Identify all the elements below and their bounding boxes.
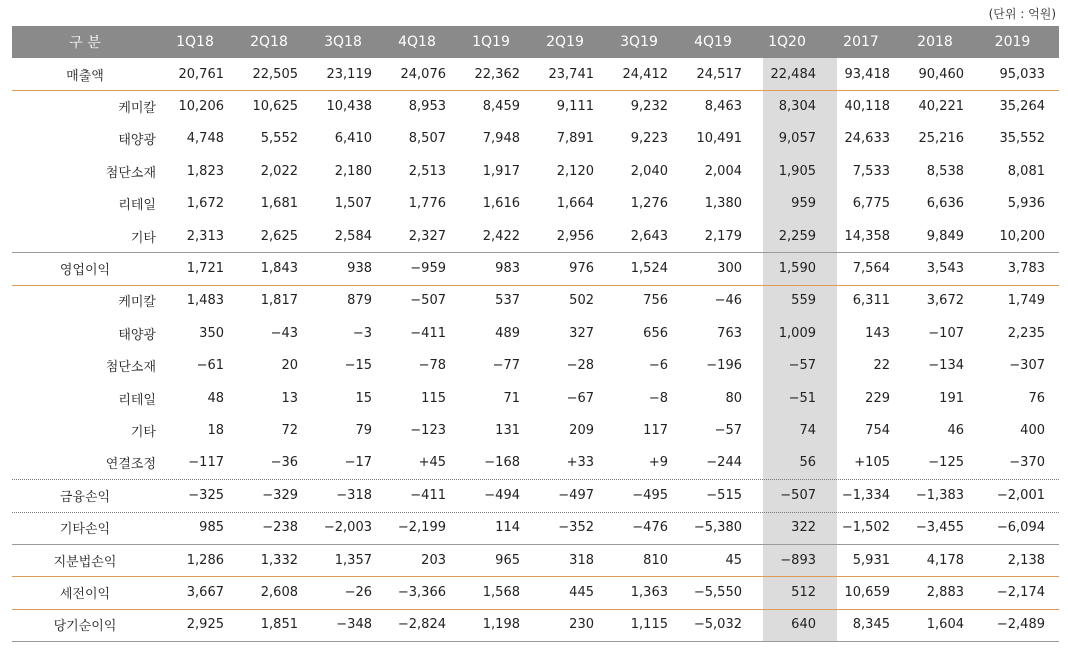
table-cell: 23,741 [548,66,594,82]
table-cell: 71 [503,390,520,406]
table-cell: 7,564 [852,261,890,277]
table-cell: 6,410 [334,131,372,147]
table-cell: 1,843 [260,261,298,277]
table-row [12,447,1059,479]
table-cell: 1,917 [482,163,520,179]
table-cell: 24,633 [844,131,890,147]
header-cell: 2Q19 [546,34,584,50]
table-cell: 24,076 [400,66,446,82]
table-cell: 2,625 [260,228,298,244]
table-cell: 10,200 [999,228,1045,244]
table-cell: 45 [725,552,742,568]
table-row [12,188,1059,220]
table-cell: −411 [410,487,446,503]
table-cell: 24,517 [696,66,742,82]
table-cell: 537 [495,293,520,309]
table-row [12,285,1059,317]
table-cell: −1,502 [841,520,890,536]
table-cell: 3,543 [926,261,964,277]
table-cell: 14,358 [844,228,890,244]
table-cell: 1,009 [778,325,816,341]
table-cell: −3,366 [397,585,446,601]
table-cell: 9,111 [556,99,594,115]
table-cell: 5,931 [852,552,890,568]
table-cell: 2,180 [334,163,372,179]
table-cell: 976 [569,261,594,277]
table-cell: 117 [643,423,668,439]
table-cell: −168 [484,455,520,471]
row-divider [12,641,1059,642]
table-cell: 79 [355,423,372,439]
table-cell: −57 [714,423,742,439]
row-label: 첨단소재 [105,165,156,181]
row-label: 케미칼 [118,295,156,311]
table-cell: 1,332 [260,552,298,568]
table-cell: −495 [632,487,668,503]
table-cell: 23,119 [326,66,372,82]
table-cell: −1,383 [915,487,964,503]
row-label: 세전이익 [59,587,111,603]
table-cell: 2,138 [1007,552,1045,568]
table-cell: 300 [717,261,742,277]
table-cell: −67 [566,390,594,406]
table-cell: 4,178 [926,552,964,568]
table-cell: 8,081 [1007,163,1045,179]
table-cell: 959 [791,196,816,212]
table-cell: 938 [347,261,372,277]
table-cell: 1,721 [186,261,224,277]
table-cell: 35,264 [999,99,1045,115]
table-cell: 40,118 [844,99,890,115]
table-cell: −2,824 [397,617,446,633]
table-cell: 115 [421,390,446,406]
row-label: 태양광 [118,327,156,343]
table-cell: 8,463 [704,99,742,115]
table-row [12,382,1059,414]
unit-label: (단위 : 억원) [988,7,1056,21]
table-cell: 8,345 [852,617,890,633]
table-cell: −325 [188,487,224,503]
table-cell: 229 [865,390,890,406]
table-cell: 318 [569,552,594,568]
table-cell: 191 [939,390,964,406]
table-cell: 1,681 [260,196,298,212]
row-label: 기타손익 [59,522,111,538]
table-row [12,252,1059,284]
table-row [12,220,1059,252]
table-cell: −36 [270,455,298,471]
table-cell: 656 [643,325,668,341]
table-cell: −497 [558,487,594,503]
table-cell: 90,460 [918,66,964,82]
table-cell: 350 [199,325,224,341]
table-cell: 40,221 [918,99,964,115]
row-label: 매출액 [66,68,104,84]
table-cell: 445 [569,585,594,601]
table-cell: 1,776 [408,196,446,212]
table-row [12,544,1059,576]
table-cell: −893 [780,552,816,568]
table-cell: 22,505 [252,66,298,82]
table-cell: 74 [799,423,816,439]
table-cell: 93,418 [844,66,890,82]
row-label: 연결조정 [105,457,156,473]
table-cell: 756 [643,293,668,309]
table-cell: 3,783 [1007,261,1045,277]
table-cell: 1,851 [260,617,298,633]
table-cell: +45 [418,455,446,471]
table-cell: 22,362 [474,66,520,82]
table-cell: 1,286 [186,552,224,568]
table-cell: −2,199 [397,520,446,536]
table-cell: 2,327 [408,228,446,244]
table-row [12,58,1059,90]
table-cell: −28 [566,358,594,374]
table-cell: 1,198 [482,617,520,633]
table-cell: −2,003 [323,520,372,536]
table-cell: 3,667 [186,585,224,601]
table-cell: 20,761 [178,66,224,82]
table-cell: 1,276 [630,196,668,212]
table-cell: 327 [569,325,594,341]
table-cell: −352 [558,520,594,536]
table-cell: 35,552 [999,131,1045,147]
table-cell: 9,057 [778,131,816,147]
table-cell: −244 [706,455,742,471]
table-cell: 13 [281,390,298,406]
table-cell: 512 [791,585,816,601]
header-cell: 4Q19 [694,34,732,50]
table-cell: −507 [780,487,816,503]
row-label: 케미칼 [118,101,156,117]
table-cell: 502 [569,293,594,309]
table-cell: 10,206 [178,99,224,115]
table-cell: 22 [873,358,890,374]
table-cell: 2,956 [556,228,594,244]
table-cell: 1,357 [334,552,372,568]
table-cell: 489 [495,325,520,341]
table-cell: −3 [352,325,372,341]
table-cell: 2,259 [778,228,816,244]
table-cell: 1,823 [186,163,224,179]
table-cell: 6,311 [852,293,890,309]
table-cell: 76 [1028,390,1045,406]
table-cell: 1,363 [630,585,668,601]
table-row [12,123,1059,155]
table-cell: 56 [799,455,816,471]
table-cell: 9,232 [630,99,668,115]
table-cell: 2,022 [260,163,298,179]
table-cell: 7,948 [482,131,520,147]
table-cell: −476 [632,520,668,536]
table-cell: 2,313 [186,228,224,244]
table-cell: 985 [199,520,224,536]
table-cell: −78 [418,358,446,374]
table-cell: 1,664 [556,196,594,212]
row-label: 당기순이익 [53,619,117,635]
table-cell: 131 [495,423,520,439]
table-cell: −238 [262,520,298,536]
table-cell: −123 [410,423,446,439]
table-cell: 983 [495,261,520,277]
table-cell: −77 [492,358,520,374]
table-cell: 1,604 [926,617,964,633]
table-cell: −51 [788,390,816,406]
table-cell: −107 [928,325,964,341]
row-label: 리테일 [118,198,156,214]
row-label: 태양광 [118,133,156,149]
table-cell: −2,489 [996,617,1045,633]
table-cell: 9,223 [630,131,668,147]
table-cell: −515 [706,487,742,503]
table-cell: 2,883 [926,585,964,601]
table-header [12,26,1059,58]
table-cell: −17 [344,455,372,471]
table-cell: 95,033 [999,66,1045,82]
table-cell: 7,533 [852,163,890,179]
row-label: 기타 [130,425,156,441]
table-cell: 1,749 [1007,293,1045,309]
table-cell: 6,775 [852,196,890,212]
table-cell: −370 [1009,455,1045,471]
table-row [12,414,1059,446]
table-cell: −3,455 [915,520,964,536]
table-cell: 763 [717,325,742,341]
header-label: 구 분 [69,35,101,51]
table-cell: 8,953 [408,99,446,115]
table-cell: 10,659 [844,585,890,601]
header-cell: 1Q19 [472,34,510,50]
table-cell: −26 [344,585,372,601]
table-cell: 4,748 [186,131,224,147]
table-cell: −46 [714,293,742,309]
table-cell: 2,608 [260,585,298,601]
table-row [12,512,1059,544]
table-cell: −494 [484,487,520,503]
table-row [12,479,1059,511]
table-cell: 2,643 [630,228,668,244]
table-row [12,90,1059,122]
table-cell: −318 [336,487,372,503]
table-cell: 203 [421,552,446,568]
table-cell: −5,550 [693,585,742,601]
header-cell: 1Q20 [768,34,806,50]
table-cell: −15 [344,358,372,374]
table-cell: 1,817 [260,293,298,309]
table-cell: 48 [207,390,224,406]
table-cell: 2,120 [556,163,594,179]
table-cell: 2,235 [1007,325,1045,341]
table-cell: 209 [569,423,594,439]
table-cell: 1,483 [186,293,224,309]
row-label: 금융손익 [59,489,111,505]
header-cell: 3Q19 [620,34,658,50]
table-cell: 8,304 [778,99,816,115]
table-cell: 1,380 [704,196,742,212]
table-row [12,317,1059,349]
table-cell: 1,524 [630,261,668,277]
table-cell: −329 [262,487,298,503]
table-cell: 15 [355,390,372,406]
table-cell: 8,538 [926,163,964,179]
table-row [12,155,1059,187]
table-cell: 7,891 [556,131,594,147]
table-cell: 2,513 [408,163,446,179]
table-cell: 1,507 [334,196,372,212]
table-cell: −125 [928,455,964,471]
table-cell: 1,672 [186,196,224,212]
table-cell: 72 [281,423,298,439]
table-cell: 2,004 [704,163,742,179]
table-cell: 10,491 [696,131,742,147]
table-cell: 24,412 [622,66,668,82]
header-cell: 3Q18 [324,34,362,50]
table-cell: 322 [791,520,816,536]
table-cell: 1,905 [778,163,816,179]
table-cell: −2,174 [996,585,1045,601]
table-cell: +9 [648,455,668,471]
table-cell: 640 [791,617,816,633]
table-cell: −348 [336,617,372,633]
table-cell: −6,094 [996,520,1045,536]
row-label: 기타 [130,230,156,246]
table-cell: −959 [410,261,446,277]
row-label: 영업이익 [59,263,111,279]
table-cell: 46 [947,423,964,439]
table-cell: −5,380 [693,520,742,536]
table-cell: 1,115 [630,617,668,633]
table-cell: −57 [788,358,816,374]
table-cell: 5,552 [260,131,298,147]
table-row [12,609,1059,641]
table-cell: −6 [648,358,668,374]
table-cell: 6,636 [926,196,964,212]
header-cell: 1Q18 [176,34,214,50]
table-cell: 10,438 [326,99,372,115]
header-cell: 2017 [843,34,879,50]
table-row [12,576,1059,608]
header-cell: 2018 [917,34,953,50]
table-cell: 2,422 [482,228,520,244]
table-cell: −8 [648,390,668,406]
table-cell: 25,216 [918,131,964,147]
table-cell: −411 [410,325,446,341]
table-cell: +105 [854,455,890,471]
table-cell: 80 [725,390,742,406]
header-cell: 2019 [994,34,1031,50]
table-cell: −196 [706,358,742,374]
table-cell: 8,507 [408,131,446,147]
table-cell: −43 [270,325,298,341]
table-cell: 400 [1020,423,1045,439]
table-cell: 754 [865,423,890,439]
header-cell: 2Q18 [250,34,288,50]
table-cell: 9,849 [926,228,964,244]
table-cell: 559 [791,293,816,309]
table-cell: 1,590 [778,261,816,277]
table-cell: −134 [928,358,964,374]
table-cell: −61 [196,358,224,374]
table-row [12,350,1059,382]
table-cell: 230 [569,617,594,633]
table-cell: 10,625 [252,99,298,115]
table-cell: 5,936 [1007,196,1045,212]
table-cell: −2,001 [996,487,1045,503]
row-label: 리테일 [118,392,156,408]
table-cell: 20 [281,358,298,374]
table-cell: +33 [566,455,594,471]
table-cell: 879 [347,293,372,309]
table-cell: −5,032 [693,617,742,633]
table-cell: 8,459 [482,99,520,115]
table-cell: 2,584 [334,228,372,244]
table-cell: 1,616 [482,196,520,212]
table-cell: 18 [207,423,224,439]
table-cell: 810 [643,552,668,568]
table-cell: −1,334 [841,487,890,503]
table-cell: 965 [495,552,520,568]
table-cell: 143 [865,325,890,341]
table-cell: 3,672 [926,293,964,309]
table-cell: 1,568 [482,585,520,601]
table-cell: −507 [410,293,446,309]
table-cell: 2,179 [704,228,742,244]
row-label: 첨단소재 [105,360,156,376]
table-cell: −307 [1009,358,1045,374]
table-cell: 2,040 [630,163,668,179]
table-cell: 2,925 [186,617,224,633]
header-cell: 4Q18 [398,34,436,50]
table-cell: −117 [188,455,224,471]
row-label: 지분법손익 [53,554,117,570]
table-cell: 22,484 [770,66,816,82]
table-cell: 114 [495,520,520,536]
